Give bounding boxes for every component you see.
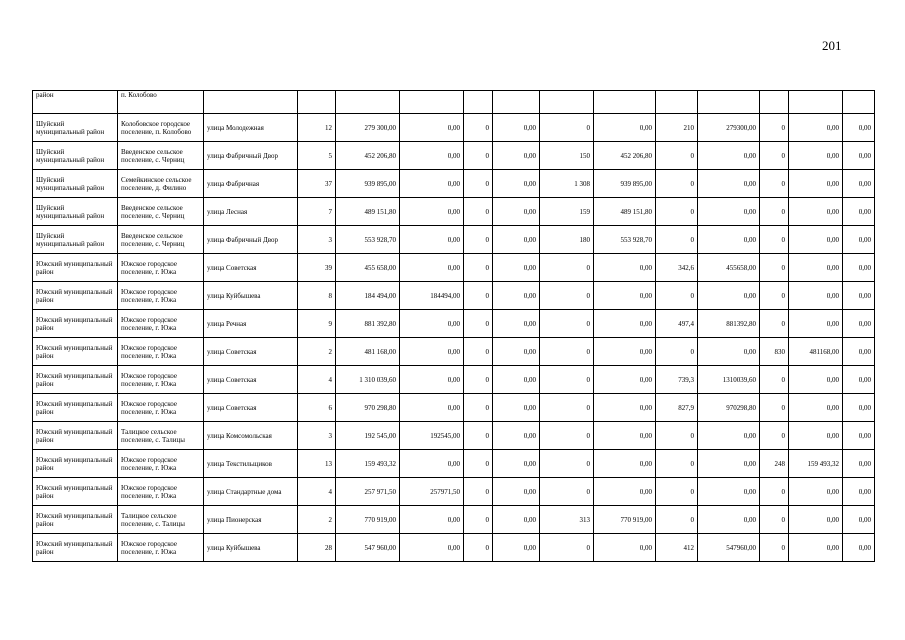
cell-cost-col-15: 0,00 xyxy=(843,422,875,450)
cell-cost-col-15: 0,00 xyxy=(843,394,875,422)
cell-cost-col-8: 0,00 xyxy=(493,254,540,282)
cell-district: Южский муниципальный район xyxy=(33,394,118,422)
cell-house-number: 28 xyxy=(298,534,336,562)
cell-cost-col-10: 939 895,00 xyxy=(594,170,656,198)
cell-qty-col-11: 0 xyxy=(656,450,698,478)
cell-cost-col-6: 0,00 xyxy=(400,338,464,366)
cell-cost-col-12: 547960,00 xyxy=(698,534,760,562)
table-row xyxy=(33,91,875,114)
cell-qty-col-13: 0 xyxy=(760,366,789,394)
cell-cost-col-15: 0,00 xyxy=(843,506,875,534)
cell-house-number: 39 xyxy=(298,254,336,282)
cell-qty-col-13: 0 xyxy=(760,254,789,282)
cell-house-number: 5 xyxy=(298,142,336,170)
cell-qty-col-13: 0 xyxy=(760,534,789,562)
cell-cost-col-10: 0,00 xyxy=(594,254,656,282)
cell-district: Шуйский муниципальный район xyxy=(33,170,118,198)
table-row xyxy=(33,338,875,366)
cell-settlement: Южское городское поселение, г. Южа xyxy=(118,394,204,422)
cell-total-cost: 970 298,80 xyxy=(336,394,400,422)
cell-cost-col-15: 0,00 xyxy=(843,534,875,562)
cell-cost-col-10: 452 206,80 xyxy=(594,142,656,170)
cell-cost-col-14: 0,00 xyxy=(789,282,843,310)
cell-settlement: Введенское сельское поселение, с. Черниц xyxy=(118,198,204,226)
cell-cost-col-10: 0,00 xyxy=(594,534,656,562)
cell-settlement: Южское городское поселение, г. Южа xyxy=(118,450,204,478)
cell-settlement: Колобовское городское поселение, п. Колобово xyxy=(118,114,204,142)
cell-total-cost xyxy=(336,91,400,114)
cell-district: Южский муниципальный район xyxy=(33,366,118,394)
cell-cost-col-12: 455658,00 xyxy=(698,254,760,282)
cell-qty-col-7: 0 xyxy=(464,226,493,254)
cell-total-cost: 939 895,00 xyxy=(336,170,400,198)
cell-cost-col-15: 0,00 xyxy=(843,310,875,338)
cell-settlement: Талицкое сельское поселение, с. Талицы xyxy=(118,422,204,450)
cell-cost-col-6: 192545,00 xyxy=(400,422,464,450)
cell-cost-col-12: 0,00 xyxy=(698,282,760,310)
cell-cost-col-15: 0,00 xyxy=(843,226,875,254)
cell-cost-col-6: 0,00 xyxy=(400,450,464,478)
cell-cost-col-12: 881392,80 xyxy=(698,310,760,338)
cell-total-cost: 547 960,00 xyxy=(336,534,400,562)
cell-settlement: Южское городское поселение, г. Южа xyxy=(118,478,204,506)
cell-qty-col-9: 313 xyxy=(540,506,594,534)
cell-total-cost: 553 928,70 xyxy=(336,226,400,254)
cell-qty-col-13: 0 xyxy=(760,478,789,506)
cell-qty-col-13: 0 xyxy=(760,422,789,450)
cell-cost-col-14: 0,00 xyxy=(789,394,843,422)
cell-street: улица Лесная xyxy=(204,198,298,226)
table-row xyxy=(33,422,875,450)
cell-cost-col-12: 0,00 xyxy=(698,338,760,366)
cell-qty-col-13 xyxy=(760,91,789,114)
cell-settlement: Талицкое сельское поселение, с. Талицы xyxy=(118,506,204,534)
cell-qty-col-13: 248 xyxy=(760,450,789,478)
cell-total-cost: 455 658,00 xyxy=(336,254,400,282)
cell-settlement: Южское городское поселение, г. Южа xyxy=(118,366,204,394)
cell-house-number: 13 xyxy=(298,450,336,478)
cell-cost-col-12: 0,00 xyxy=(698,198,760,226)
cell-qty-col-11: 0 xyxy=(656,226,698,254)
cell-qty-col-11: 412 xyxy=(656,534,698,562)
cell-total-cost: 192 545,00 xyxy=(336,422,400,450)
cell-house-number: 3 xyxy=(298,226,336,254)
cell-street: улица Фабричный Двор xyxy=(204,142,298,170)
table-row xyxy=(33,366,875,394)
cell-cost-col-12: 0,00 xyxy=(698,142,760,170)
cell-cost-col-15: 0,00 xyxy=(843,282,875,310)
cell-qty-col-7: 0 xyxy=(464,142,493,170)
cell-cost-col-6: 257971,50 xyxy=(400,478,464,506)
cell-cost-col-15: 0,00 xyxy=(843,254,875,282)
cell-cost-col-10: 0,00 xyxy=(594,338,656,366)
cell-cost-col-14: 0,00 xyxy=(789,534,843,562)
cell-cost-col-6: 0,00 xyxy=(400,506,464,534)
cell-qty-col-11: 0 xyxy=(656,422,698,450)
cell-street: улица Комсомольская xyxy=(204,422,298,450)
cell-cost-col-14: 0,00 xyxy=(789,226,843,254)
page-number: 201 xyxy=(822,38,842,53)
cell-total-cost: 489 151,80 xyxy=(336,198,400,226)
cell-total-cost: 1 310 039,60 xyxy=(336,366,400,394)
cell-qty-col-11: 0 xyxy=(656,282,698,310)
cell-cost-col-14: 0,00 xyxy=(789,142,843,170)
cell-qty-col-11: 827,9 xyxy=(656,394,698,422)
cell-house-number: 4 xyxy=(298,366,336,394)
cell-cost-col-14: 481168,00 xyxy=(789,338,843,366)
cell-cost-col-8: 0,00 xyxy=(493,198,540,226)
cell-district: Шуйский муниципальный район xyxy=(33,142,118,170)
cell-district: Южский муниципальный район xyxy=(33,310,118,338)
cell-total-cost: 257 971,50 xyxy=(336,478,400,506)
cell-cost-col-8 xyxy=(493,91,540,114)
cell-total-cost: 770 919,00 xyxy=(336,506,400,534)
cell-qty-col-9: 0 xyxy=(540,310,594,338)
cell-street: улица Стандартные дома xyxy=(204,478,298,506)
cell-street: улица Советская xyxy=(204,366,298,394)
cell-qty-col-13: 0 xyxy=(760,198,789,226)
cell-cost-col-10: 0,00 xyxy=(594,478,656,506)
cell-street: улица Советская xyxy=(204,338,298,366)
cell-cost-col-8: 0,00 xyxy=(493,534,540,562)
cell-cost-col-6: 0,00 xyxy=(400,534,464,562)
cell-qty-col-7: 0 xyxy=(464,422,493,450)
cell-cost-col-15: 0,00 xyxy=(843,478,875,506)
cell-cost-col-12: 0,00 xyxy=(698,478,760,506)
cell-cost-col-8: 0,00 xyxy=(493,394,540,422)
cell-qty-col-13: 0 xyxy=(760,170,789,198)
cell-house-number: 8 xyxy=(298,282,336,310)
cell-settlement: Южское городское поселение, г. Южа xyxy=(118,338,204,366)
cell-cost-col-14: 0,00 xyxy=(789,422,843,450)
cell-house-number: 3 xyxy=(298,422,336,450)
cell-cost-col-8: 0,00 xyxy=(493,366,540,394)
cell-cost-col-12: 0,00 xyxy=(698,450,760,478)
cell-cost-col-10: 0,00 xyxy=(594,114,656,142)
cell-cost-col-10: 0,00 xyxy=(594,394,656,422)
cell-settlement: Южское городское поселение, г. Южа xyxy=(118,282,204,310)
cell-settlement: Южское городское поселение, г. Южа xyxy=(118,254,204,282)
cell-cost-col-10: 0,00 xyxy=(594,450,656,478)
cell-cost-col-8: 0,00 xyxy=(493,450,540,478)
cell-cost-col-8: 0,00 xyxy=(493,226,540,254)
cell-qty-col-9: 0 xyxy=(540,534,594,562)
cell-house-number: 9 xyxy=(298,310,336,338)
cell-street: улица Фабричная xyxy=(204,170,298,198)
cell-cost-col-10 xyxy=(594,91,656,114)
cell-qty-col-9: 150 xyxy=(540,142,594,170)
cell-house-number: 12 xyxy=(298,114,336,142)
cell-cost-col-14: 0,00 xyxy=(789,506,843,534)
cell-cost-col-10: 489 151,80 xyxy=(594,198,656,226)
cell-district: Шуйский муниципальный район xyxy=(33,114,118,142)
cell-cost-col-6: 0,00 xyxy=(400,114,464,142)
cell-district: район xyxy=(33,91,118,114)
cell-cost-col-8: 0,00 xyxy=(493,170,540,198)
cell-qty-col-7: 0 xyxy=(464,450,493,478)
cell-cost-col-6: 0,00 xyxy=(400,366,464,394)
cell-cost-col-10: 0,00 xyxy=(594,366,656,394)
table-row xyxy=(33,198,875,226)
cell-qty-col-13: 0 xyxy=(760,506,789,534)
cell-district: Южский муниципальный район xyxy=(33,338,118,366)
cell-cost-col-14: 0,00 xyxy=(789,366,843,394)
cell-qty-col-9: 159 xyxy=(540,198,594,226)
cell-cost-col-10: 770 919,00 xyxy=(594,506,656,534)
cell-cost-col-8: 0,00 xyxy=(493,142,540,170)
cell-district: Южский муниципальный район xyxy=(33,534,118,562)
cell-house-number: 2 xyxy=(298,338,336,366)
cell-cost-col-14: 0,00 xyxy=(789,310,843,338)
cell-cost-col-6: 0,00 xyxy=(400,394,464,422)
cell-district: Южский муниципальный район xyxy=(33,422,118,450)
cell-qty-col-7: 0 xyxy=(464,198,493,226)
cell-cost-col-8: 0,00 xyxy=(493,422,540,450)
cell-qty-col-13: 0 xyxy=(760,226,789,254)
cell-total-cost: 452 206,80 xyxy=(336,142,400,170)
cell-district: Южский муниципальный район xyxy=(33,282,118,310)
cell-qty-col-11: 0 xyxy=(656,142,698,170)
cell-cost-col-14: 159 493,32 xyxy=(789,450,843,478)
cell-district: Южский муниципальный район xyxy=(33,254,118,282)
cell-qty-col-7: 0 xyxy=(464,170,493,198)
cell-total-cost: 481 168,00 xyxy=(336,338,400,366)
cell-settlement: Введенское сельское поселение, с. Черниц xyxy=(118,226,204,254)
cell-house-number xyxy=(298,91,336,114)
cell-qty-col-9: 0 xyxy=(540,422,594,450)
cell-cost-col-15: 0,00 xyxy=(843,366,875,394)
cell-cost-col-6: 0,00 xyxy=(400,310,464,338)
cell-qty-col-7: 0 xyxy=(464,282,493,310)
cell-cost-col-6: 0,00 xyxy=(400,170,464,198)
cell-cost-col-8: 0,00 xyxy=(493,338,540,366)
cell-cost-col-14 xyxy=(789,91,843,114)
cell-district: Южский муниципальный район xyxy=(33,450,118,478)
cell-qty-col-11: 0 xyxy=(656,198,698,226)
table-row xyxy=(33,170,875,198)
table-row xyxy=(33,450,875,478)
cell-district: Шуйский муниципальный район xyxy=(33,198,118,226)
cell-qty-col-7: 0 xyxy=(464,506,493,534)
cell-cost-col-15: 0,00 xyxy=(843,450,875,478)
cell-cost-col-6: 0,00 xyxy=(400,254,464,282)
cell-cost-col-12: 1310039,60 xyxy=(698,366,760,394)
table-row xyxy=(33,506,875,534)
data-table xyxy=(32,90,875,562)
cell-street: улица Молодежная xyxy=(204,114,298,142)
cell-qty-col-9: 0 xyxy=(540,338,594,366)
cell-qty-col-11: 739,3 xyxy=(656,366,698,394)
cell-cost-col-6: 0,00 xyxy=(400,198,464,226)
cell-cost-col-15: 0,00 xyxy=(843,170,875,198)
cell-cost-col-12: 0,00 xyxy=(698,226,760,254)
table-row xyxy=(33,226,875,254)
cell-total-cost: 159 493,32 xyxy=(336,450,400,478)
cell-cost-col-8: 0,00 xyxy=(493,506,540,534)
cell-cost-col-10: 553 928,70 xyxy=(594,226,656,254)
cell-cost-col-6: 0,00 xyxy=(400,226,464,254)
cell-cost-col-10: 0,00 xyxy=(594,310,656,338)
cell-cost-col-15: 0,00 xyxy=(843,142,875,170)
cell-street: улица Куйбышева xyxy=(204,282,298,310)
cell-qty-col-11: 210 xyxy=(656,114,698,142)
table-row xyxy=(33,254,875,282)
cell-house-number: 4 xyxy=(298,478,336,506)
cell-total-cost: 279 300,00 xyxy=(336,114,400,142)
cell-qty-col-9: 0 xyxy=(540,450,594,478)
cell-street: улица Текстильщиков xyxy=(204,450,298,478)
cell-cost-col-6: 184494,00 xyxy=(400,282,464,310)
cell-settlement: Южское городское поселение, г. Южа xyxy=(118,534,204,562)
cell-qty-col-9 xyxy=(540,91,594,114)
cell-qty-col-11: 0 xyxy=(656,338,698,366)
cell-total-cost: 881 392,80 xyxy=(336,310,400,338)
cell-street: улица Советская xyxy=(204,394,298,422)
cell-qty-col-13: 0 xyxy=(760,394,789,422)
cell-qty-col-9: 0 xyxy=(540,366,594,394)
cell-qty-col-13: 0 xyxy=(760,310,789,338)
cell-qty-col-7: 0 xyxy=(464,366,493,394)
cell-cost-col-12: 0,00 xyxy=(698,506,760,534)
cell-cost-col-8: 0,00 xyxy=(493,478,540,506)
cell-qty-col-7: 0 xyxy=(464,394,493,422)
cell-total-cost: 184 494,00 xyxy=(336,282,400,310)
cell-cost-col-15: 0,00 xyxy=(843,338,875,366)
cell-street: улица Пионерская xyxy=(204,506,298,534)
cell-qty-col-7: 0 xyxy=(464,478,493,506)
cell-cost-col-14: 0,00 xyxy=(789,170,843,198)
cell-settlement: Семейкинское сельское поселение, д. Филино xyxy=(118,170,204,198)
table-row xyxy=(33,478,875,506)
cell-qty-col-11: 342,6 xyxy=(656,254,698,282)
cell-cost-col-12: 0,00 xyxy=(698,170,760,198)
cell-settlement: Введенское сельское поселение, с. Черниц xyxy=(118,142,204,170)
cell-street: улица Советская xyxy=(204,254,298,282)
cell-cost-col-12: 279300,00 xyxy=(698,114,760,142)
cell-street: улица Фабричный Двор xyxy=(204,226,298,254)
cell-qty-col-11: 0 xyxy=(656,170,698,198)
cell-cost-col-8: 0,00 xyxy=(493,114,540,142)
cell-cost-col-10: 0,00 xyxy=(594,422,656,450)
cell-qty-col-9: 0 xyxy=(540,114,594,142)
cell-cost-col-14: 0,00 xyxy=(789,254,843,282)
cell-qty-col-7: 0 xyxy=(464,534,493,562)
cell-street: улица Речная xyxy=(204,310,298,338)
cell-cost-col-12 xyxy=(698,91,760,114)
cell-qty-col-7: 0 xyxy=(464,114,493,142)
table-row xyxy=(33,114,875,142)
cell-qty-col-9: 180 xyxy=(540,226,594,254)
cell-settlement: п. Колобово xyxy=(118,91,204,114)
table-row xyxy=(33,142,875,170)
cell-qty-col-13: 0 xyxy=(760,114,789,142)
cell-cost-col-8: 0,00 xyxy=(493,310,540,338)
cell-qty-col-9: 0 xyxy=(540,282,594,310)
cell-house-number: 7 xyxy=(298,198,336,226)
cell-qty-col-7 xyxy=(464,91,493,114)
table-row xyxy=(33,394,875,422)
cell-qty-col-11: 0 xyxy=(656,478,698,506)
cell-district: Шуйский муниципальный район xyxy=(33,226,118,254)
table-row xyxy=(33,310,875,338)
cell-cost-col-14: 0,00 xyxy=(789,114,843,142)
cell-house-number: 2 xyxy=(298,506,336,534)
table-row xyxy=(33,534,875,562)
cell-house-number: 37 xyxy=(298,170,336,198)
cell-cost-col-14: 0,00 xyxy=(789,478,843,506)
cell-qty-col-7: 0 xyxy=(464,338,493,366)
cell-qty-col-11: 497,4 xyxy=(656,310,698,338)
cell-qty-col-13: 0 xyxy=(760,282,789,310)
cell-qty-col-9: 1 308 xyxy=(540,170,594,198)
cell-district: Южский муниципальный район xyxy=(33,478,118,506)
table-row xyxy=(33,282,875,310)
cell-settlement: Южское городское поселение, г. Южа xyxy=(118,310,204,338)
cell-qty-col-13: 830 xyxy=(760,338,789,366)
cell-qty-col-11 xyxy=(656,91,698,114)
cell-cost-col-8: 0,00 xyxy=(493,282,540,310)
cell-qty-col-9: 0 xyxy=(540,478,594,506)
cell-cost-col-12: 970298,80 xyxy=(698,394,760,422)
cell-cost-col-15 xyxy=(843,91,875,114)
cell-qty-col-9: 0 xyxy=(540,394,594,422)
cell-house-number: 6 xyxy=(298,394,336,422)
cell-cost-col-10: 0,00 xyxy=(594,282,656,310)
cell-street: улица Куйбышева xyxy=(204,534,298,562)
cell-qty-col-9: 0 xyxy=(540,254,594,282)
cell-qty-col-7: 0 xyxy=(464,310,493,338)
cell-street xyxy=(204,91,298,114)
cell-cost-col-15: 0,00 xyxy=(843,198,875,226)
cell-qty-col-13: 0 xyxy=(760,142,789,170)
cell-cost-col-6 xyxy=(400,91,464,114)
cell-cost-col-6: 0,00 xyxy=(400,142,464,170)
cell-cost-col-15: 0,00 xyxy=(843,114,875,142)
cell-cost-col-12: 0,00 xyxy=(698,422,760,450)
cell-cost-col-14: 0,00 xyxy=(789,198,843,226)
cell-district: Южский муниципальный район xyxy=(33,506,118,534)
cell-qty-col-11: 0 xyxy=(656,506,698,534)
cell-qty-col-7: 0 xyxy=(464,254,493,282)
